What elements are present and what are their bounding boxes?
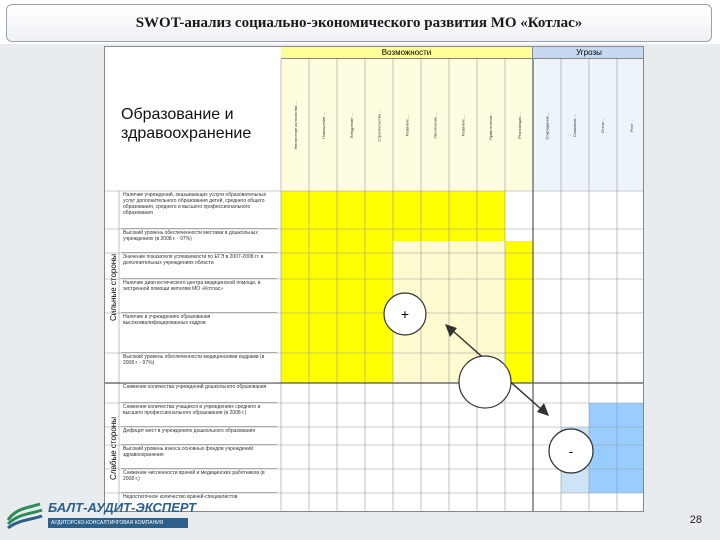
- strengths-label-box: [107, 191, 119, 383]
- logo-waves-icon: [4, 498, 46, 532]
- weakness-row-1: Снижение количества учреждений дошкольного образования: [121, 383, 277, 403]
- threat-col-3: Отток ...: [600, 117, 606, 133]
- minus-sign: -: [568, 443, 574, 459]
- threat-col-4: Рост ...: [628, 118, 634, 132]
- page-number: 28: [689, 514, 702, 526]
- opportunity-col-3: Внедрение ...: [348, 112, 354, 138]
- strength-row-1: Наличие учреждений, оказывающих услуги образовательных услуг дополнительного образования детей, среднего общего образования, среднего и высшего профессионального образования: [121, 191, 277, 229]
- weakness-row-6: Недостаточное количество врачей-специалистов: [121, 493, 277, 512]
- weakness-threat-fill: [589, 403, 644, 493]
- weakness-row-5: Снижение численности врачей и медицинских работников (в 2008 г.): [121, 469, 277, 493]
- arrow-head-lower: [537, 403, 549, 416]
- weaknesses-label: Слабые стороны: [108, 416, 118, 480]
- opportunity-col-6: Увеличение ...: [432, 111, 438, 139]
- opportunity-col-4: Строительство ...: [376, 108, 382, 142]
- opportunities-header: Возможности: [281, 47, 533, 59]
- strength-row-2: Высокий уровень обеспеченности местами в дошкольных учреждениях (в 2008 г. - 97%): [121, 229, 277, 253]
- strength-row-4: Наличие диагностического центра медицинской помощи, в экстренной помощи жителям МО «Котлас»: [121, 279, 277, 313]
- opportunity-col-1: Увеличение количества ...: [292, 100, 298, 150]
- plus-sign: +: [400, 306, 410, 322]
- weaknesses-label-box: [107, 383, 119, 512]
- strength-row-3: Значение показателя успеваемости по ЕГЭ в 2007-2008 гг. в дополнительных учреждениях области: [121, 253, 277, 279]
- company-logo: [4, 496, 204, 538]
- threats-header: Угрозы: [533, 47, 644, 59]
- strength-row-6: Высокий уровень обеспеченности медицинскими кадрами (в 2008 г. - 97%): [121, 353, 277, 383]
- weakness-row-2: Снижение количества учащихся в учреждениях среднего и высшего профессионального образования (в 2008 г.): [121, 403, 277, 427]
- slide-title: SWOT-анализ социально-экономического развития МО «Котлас»: [135, 14, 583, 31]
- opportunity-col-5: Развитие ...: [404, 114, 410, 136]
- logo-name: БАЛТ-АУДИТ-ЭКСПЕРТ: [48, 500, 197, 515]
- opportunity-col-8: Привлечение ...: [488, 110, 494, 140]
- category-title: Образование и здравоохранение: [121, 106, 252, 142]
- threat-col-2: Снижение ...: [572, 113, 578, 137]
- slide-title-bar: [6, 4, 712, 42]
- logo-subtitle: АУДИТОРСКО-КОНСАЛТИНГОВАЯ КОМПАНИЯ: [48, 518, 188, 528]
- swot-matrix: [104, 46, 644, 512]
- threat-col-1: Сокращение ...: [544, 111, 550, 139]
- strengths-label: Сильные стороны: [108, 253, 118, 321]
- opportunity-col-9: Реализация ...: [516, 111, 522, 139]
- weakness-row-4: Высокий уровень износа основных фондов учреждений здравоохранения: [121, 445, 277, 469]
- opportunity-col-7: Развитие ...: [460, 114, 466, 136]
- opportunity-col-2: Повышение ...: [320, 111, 326, 139]
- center-circle: [459, 356, 511, 408]
- strength-row-5: Наличие в учреждениях образования высококвалифицированных кадров: [121, 313, 277, 353]
- strength-opportunity-fill-c: [505, 241, 533, 383]
- weakness-row-3: Дефицит мест в учреждениях дошкольного образования: [121, 427, 277, 445]
